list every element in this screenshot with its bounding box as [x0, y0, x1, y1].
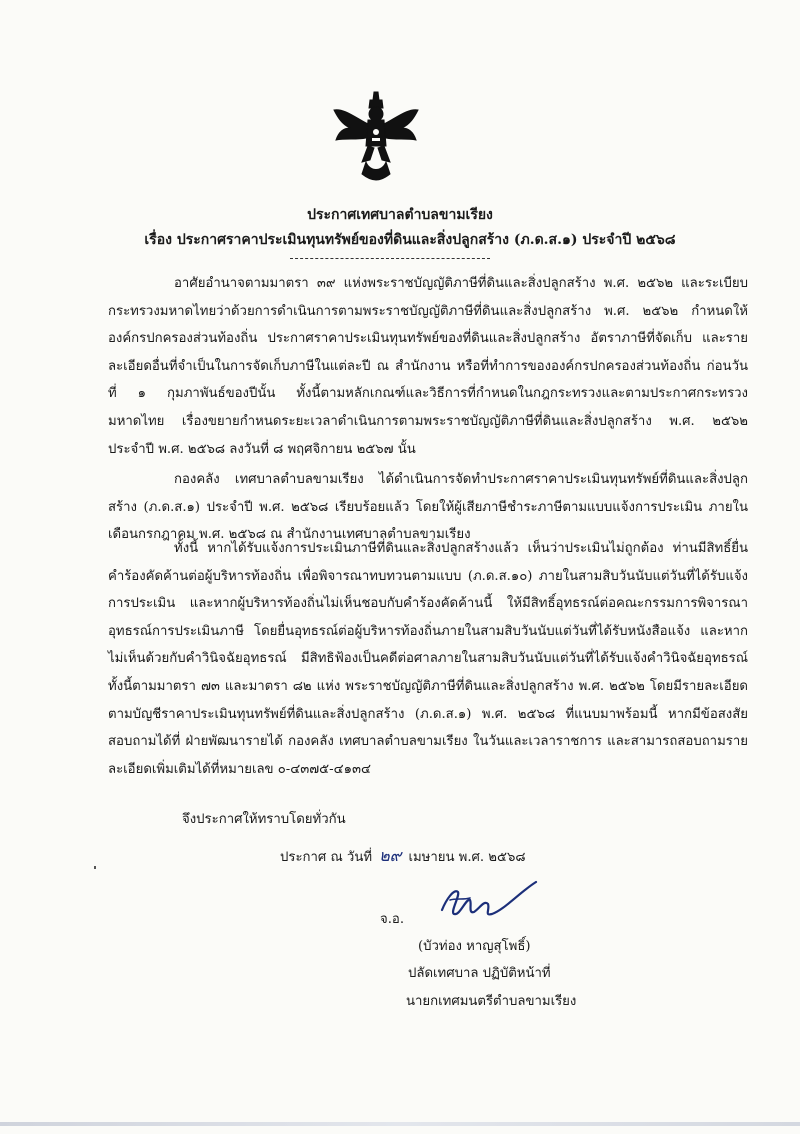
signatory-name: (บัวท่อง หาญสุโพธิ์) [418, 939, 531, 954]
garuda-emblem-icon [328, 88, 424, 184]
paragraph-text: อาศัยอำนาจตามมาตรา ๓๙ แห่งพระราชบัญญัติภาษีที่ดินและสิ่งปลูกสร้าง พ.ศ. ๒๕๖๒ และระเบียบกระทรวงมหาดไทยว่าด้วยการดำเนินการตามพระราชบัญญัติภาษีที่ดินและสิ่งปลูกสร้าง พ.ศ. ๒๕๖๒ กำหนดให้องค์กรปกครองส่วนท้องถิ่น ประกาศราคาประเมินทุนทรัพย์ของที่ดินและสิ่งปลูกสร้าง อัตราภาษีที่จัดเก็บ และรายละเอียดอื่นที่จำเป็นในการจัดเก็บภาษีในแต่ละปี ณ สำนักงาน หรือที่ทำการขององค์กรปกครองส่วนท้องถิ่น ก่อนวันที่ ๑ กุมภาพันธ์ของปีนั้น ทั้งนี้ตามหลักเกณฑ์และวิธีการที่กำหนดในกฎกระทรวงและตามประกาศกระทรวงมหาดไทย เรื่องขยายกำหนดระยะเวลาดำเนินการตามพระราชบัญญัติภาษีที่ดินและสิ่งปลูกสร้าง พ.ศ. ๒๕๖๒ ประจำปี พ.ศ. ๒๕๖๘ ลงวันที่ ๘ พฤศจิกายน ๒๕๖๗ นั้น [108, 276, 748, 457]
paragraph-text: ทั้งนี้ หากได้รับแจ้งการประเมินภาษีที่ดินและสิ่งปลูกสร้างแล้ว เห็นว่าประเมินไม่ถูกต้อง ท่านมีสิทธิ์ยื่นคำร้องคัดค้านต่อผู้บริหารท้องถิ่น เพื่อพิจารณาทบทวนตามแบบ (ภ.ด.ส.๑๐) ภายในสามสิบวันนับแต่วันที่ได้รับแจ้งการประเมิน และหากผู้บริหารท้องถิ่นไม่เห็นชอบกับคำร้องคัดค้านนี้ ให้มีสิทธิ์อุทธรณ์ต่อคณะกรรมการพิจารณาอุทธรณ์การประเมินภาษี โดยยื่นอุทธรณ์ต่อผู้บริหารท้องถิ่นภายในสามสิบวันนับแต่วันที่ได้รับหนังสือแจ้ง และหากไม่เห็นด้วยกับคำวินิจฉัยอุทธรณ์ มีสิทธิฟ้องเป็นคดีต่อศาลภายในสามสิบวันนับแต่วันที่ได้รับแจ้งคำวินิจฉัยอุทธรณ์ ทั้งนี้ตามมาตรา ๗๓ และมาตรา ๘๒ แห่ง พระราชบัญญัติภาษีที่ดินและสิ่งปลูกสร้าง พ.ศ. ๒๕๖๒ โดยมีรายละเอียดตามบัญชีราคาประเมินทุนทรัพย์ที่ดินและสิ่งปลูกสร้าง (ภ.ด.ส.๑) พ.ศ. ๒๕๖๘ ที่แนบมาพร้อมนี้ หากมีข้อสงสัยสอบถามได้ที่ ฝ่ายพัฒนารายได้ กองคลัง เทศบาลตำบลขามเรียง ในวันและเวลาราชการ และสามารถสอบถามรายละเอียดเพิ่มเติมได้ที่หมายเลข ๐-๔๓๗๕-๔๑๓๔ [108, 541, 748, 777]
date-day-handwritten: ๒๙ [379, 846, 402, 865]
scan-speck [94, 866, 96, 869]
announcement-date [280, 844, 526, 869]
paragraph-text: กองคลัง เทศบาลตำบลขามเรียง ได้ดำเนินการจัดทำประกาศราคาประเมินทุนทรัพย์ที่ดินและสิ่งปลูกสร้าง (ภ.ด.ส.๑) ประจำปี พ.ศ. ๒๕๖๘ เรียบร้อยแล้ว โดยให้ผู้เสียภาษีชำระภาษีตามแบบแจ้งการประเมิน ภายในเดือนกรกฎาคม พ.ศ. ๒๕๖๘ ณ สำนักงานเทศบาลตำบลขามเรียง [108, 472, 748, 543]
signatory-acting-position: นายกเทศมนตรีตำบลขามเรียง [406, 994, 577, 1009]
body-paragraph-3 [108, 535, 748, 783]
body-paragraph-1 [108, 270, 748, 463]
closing-statement: จึงประกาศให้ทราบโดยทั่วกัน [182, 812, 346, 827]
date-suffix: เมษายน พ.ศ. ๒๕๖๘ [408, 850, 526, 865]
announcement-subject: เรื่อง ประกาศราคาประเมินทุนทรัพย์ของที่ดินและสิ่งปลูกสร้าง (ภ.ด.ส.๑) ประจำปี ๒๕๖๘ [144, 232, 676, 248]
handwritten-signature-icon [424, 870, 544, 930]
signatory-position: ปลัดเทศบาล ปฏิบัติหน้าที่ [408, 966, 551, 981]
signatory-rank: จ.อ. [380, 912, 405, 927]
title-divider [290, 258, 490, 259]
date-prefix: ประกาศ ณ วันที่ [280, 850, 373, 865]
announcement-title: ประกาศเทศบาลตำบลขามเรียง [307, 207, 493, 223]
scan-edge [0, 1122, 800, 1126]
